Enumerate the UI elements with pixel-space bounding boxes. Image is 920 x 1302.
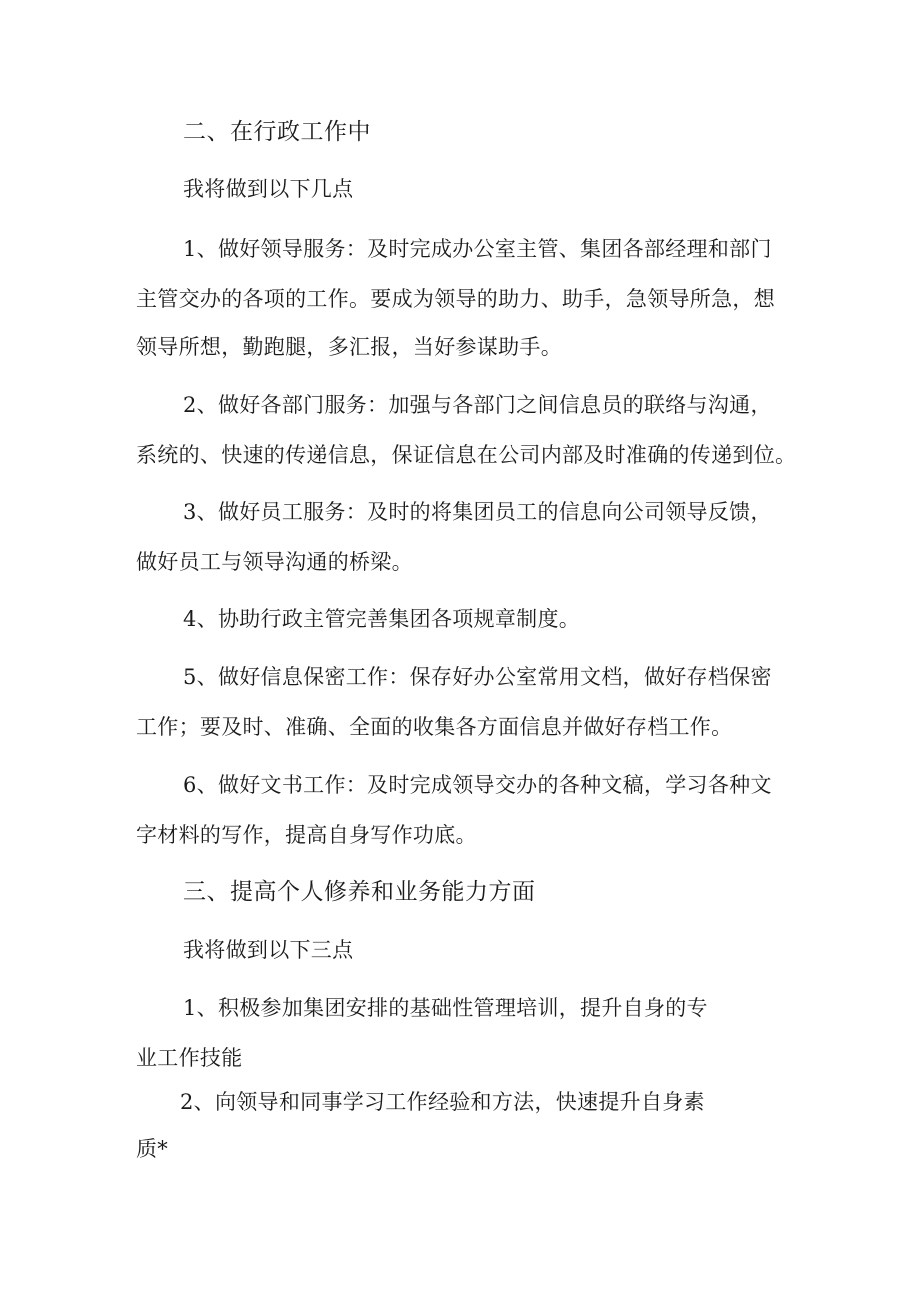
section-2-intro: 我将做到以下几点 — [183, 177, 354, 201]
section-2-item-5-line-1: 5、做好信息保密工作：保存好办公室常用文档，做好存档保密 — [183, 665, 772, 689]
section-2-item-4-line-1: 4、协助行政主管完善集团各项规章制度。 — [183, 607, 581, 631]
section-2-item-5-line-2: 工作；要及时、准确、全面的收集各方面信息并做好存档工作。 — [136, 715, 733, 739]
section-3-item-1-line-1: 1、积极参加集团安排的基础性管理培训，提升自身的专 — [183, 996, 708, 1020]
section-2-item-2-line-2: 系统的、快速的传递信息，保证信息在公司内部及时准确的传递到位。 — [136, 443, 797, 467]
section-2-item-1-line-1: 1、做好领导服务：及时完成办公室主管、集团各部经理和部门 — [183, 237, 772, 261]
section-2-item-6-line-1: 6、做好文书工作：及时完成领导交办的各种文稿，学习各种文 — [183, 773, 772, 797]
section-2-heading: 二、在行政工作中 — [183, 119, 371, 145]
section-3-heading: 三、提高个人修养和业务能力方面 — [183, 879, 536, 905]
section-2-item-1-line-3: 领导所想，勤跑腿，多汇报，当好参谋助手。 — [136, 335, 562, 359]
section-2-item-6-line-2: 字材料的写作，提高自身写作功底。 — [136, 823, 477, 847]
section-3-item-1-line-2: 业工作技能 — [136, 1046, 243, 1070]
section-2-item-2-line-1: 2、做好各部门服务：加强与各部门之间信息员的联络与沟通， — [183, 393, 772, 417]
section-2-item-3-line-1: 3、做好员工服务：及时的将集团员工的信息向公司领导反馈， — [183, 500, 772, 524]
section-3-item-2-line-1: 2、向领导和同事学习工作经验和方法，快速提升自身素 — [180, 1090, 705, 1114]
section-2-item-1-line-2: 主管交办的各项的工作。要成为领导的助力、助手，急领导所急，想 — [136, 287, 775, 311]
section-3-item-2-line-2: 质* — [136, 1137, 169, 1161]
section-2-item-3-line-2: 做好员工与领导沟通的桥梁。 — [136, 550, 413, 574]
section-3-intro: 我将做到以下三点 — [183, 938, 354, 962]
